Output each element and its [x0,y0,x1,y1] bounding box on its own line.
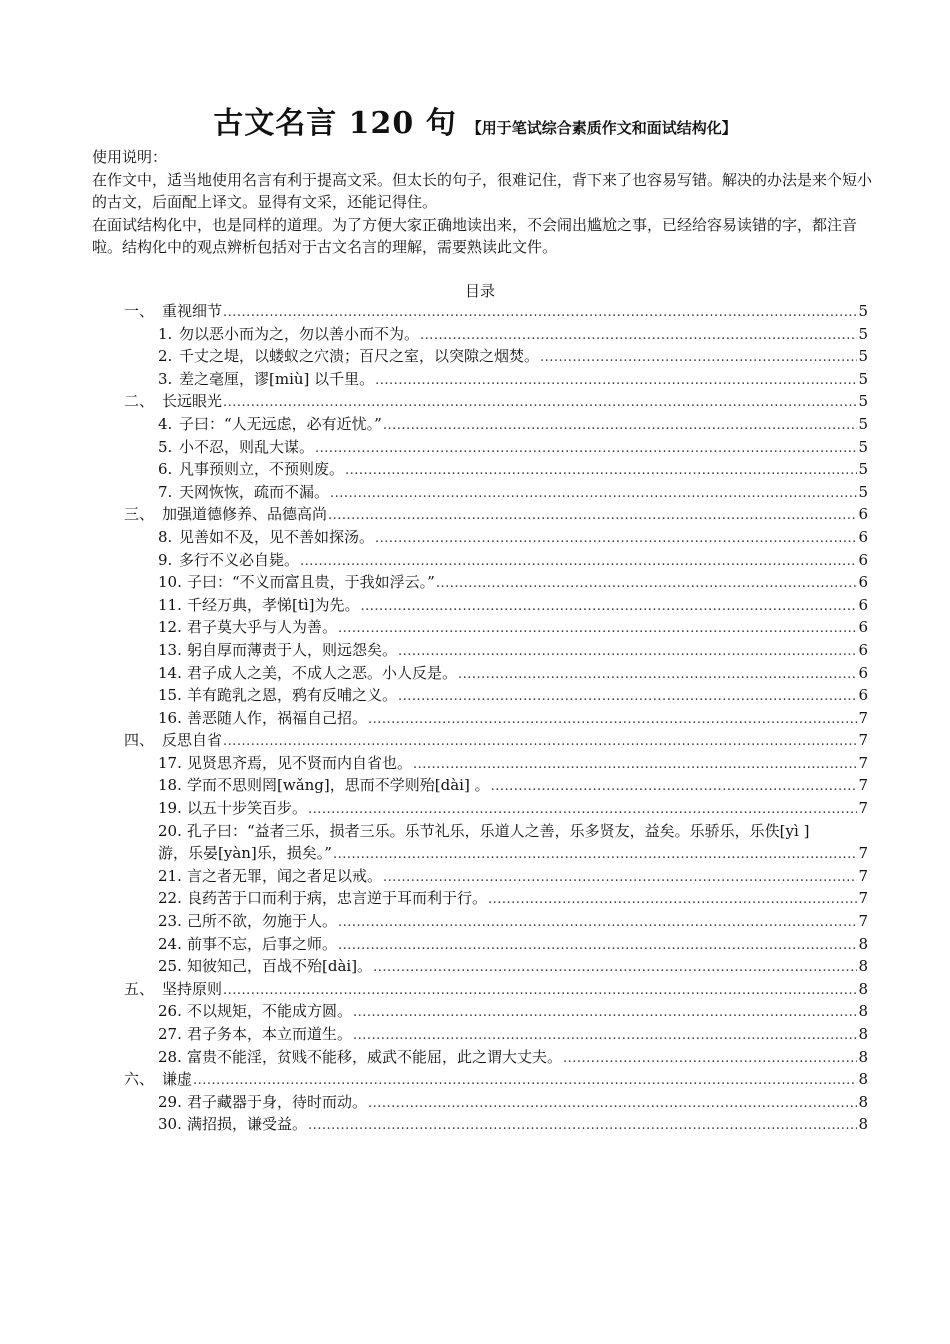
toc-item-number: 13. [158,640,182,659]
toc-entry-row [124,390,868,415]
toc-item[interactable] [0,1046,950,1069]
toc-page-number: 5 [858,460,868,479]
toc-page-number: 5 [858,302,868,320]
toc-item-text: 子曰：“人无远虑，必有近忧。” [179,414,382,433]
toc-entry-row [158,1000,868,1025]
toc-item-text: 言之者无罪，闻之者足以戒。 [187,866,383,885]
toc-item-number: 21. [158,866,182,885]
toc-item-text: 君子务本，本立而道生。 [187,1025,353,1043]
toc-entry-row [124,300,868,325]
toc-item[interactable] [0,1113,950,1136]
toc-dot-leader [488,889,857,912]
toc-page-number: 7 [858,866,868,885]
toc-page-number: 6 [858,595,868,614]
toc-section-number: 三、 [124,505,155,524]
toc-item-text: 千经万典，孝悌[tì]为先。 [187,595,360,614]
toc-entry-row [158,436,868,461]
toc-dot-leader [375,370,857,393]
toc-entry-row [124,503,868,528]
toc-item-text: 不以规矩，不能成方圆。 [187,1002,353,1021]
toc-page-number: 5 [858,482,868,501]
toc-item-text: 前事不忘，后事之师。 [187,934,338,953]
toc-dot-leader [330,483,857,506]
toc-item[interactable] [0,684,950,707]
toc-item-text: 子曰：“不义而富且贵，于我如浮云。” [187,573,435,592]
toc-entry-row [158,594,868,619]
toc-entry-row [158,842,868,867]
toc-page-number: 5 [858,392,868,411]
toc-dot-leader [353,1002,857,1025]
toc-entry-row [158,345,868,370]
toc-entry-row [158,684,868,709]
toc-page-number: 7 [858,844,868,863]
toc-section-number: 五、 [124,979,155,998]
toc-item-number: 22. [158,889,182,908]
toc-item-number: 29. [158,1092,182,1111]
toc-item-text: 知彼知己，百战不殆[dài]。 [187,957,373,976]
toc-item[interactable] [0,933,950,956]
toc-dot-leader [436,573,858,596]
toc-page-number: 8 [858,1070,868,1089]
table-of-contents [0,300,950,1136]
toc-item-text: 学而不思则罔[wǎng]，思而不学则殆[dài] 。 [187,776,490,795]
toc-item-text: 见善如不及，见不善如探汤。 [179,527,375,546]
toc-page-number: 7 [858,889,868,908]
toc-item-number: 27. [158,1025,182,1043]
toc-page-number: 6 [858,618,868,637]
toc-item-text: 以五十步笑百步。 [187,799,308,818]
toc-page-number: 7 [858,912,868,931]
toc-section-title: 长远眼光 [162,392,223,411]
toc-item-text: 君子莫大乎与人为善。 [187,618,338,637]
toc-page-number: 8 [858,979,868,998]
toc-item-number: 24. [158,934,182,953]
toc-dot-leader [540,347,857,370]
toc-page-number: 6 [858,686,868,705]
toc-section[interactable] [0,390,950,413]
toc-entry-row [158,549,868,574]
toc-section[interactable] [0,503,950,526]
toc-page-number: 6 [858,527,868,546]
toc-item[interactable] [0,887,950,910]
toc-item-number: 20. [158,821,182,840]
toc-item-number: 7. [158,482,173,501]
toc-entry-row [158,526,868,551]
toc-item[interactable] [0,639,950,662]
toc-entry-row [158,368,868,393]
toc-page-number: 7 [858,799,868,818]
toc-entry-row [124,729,868,754]
toc-page-number: 8 [858,957,868,976]
toc-item-number: 6. [158,460,173,479]
toc-page-number: 7 [858,731,868,750]
toc-page-number: 5 [858,414,868,433]
toc-item[interactable] [0,910,950,933]
toc-entry-row [158,413,868,438]
toc-page-number: 8 [858,1115,868,1134]
toc-dot-leader [563,1048,857,1071]
toc-dot-leader [223,980,857,1003]
toc-dot-leader [338,935,857,958]
toc-section-number: 二、 [124,392,155,411]
toc-item-number: 15. [158,686,182,705]
toc-item-text: 小不忍，则乱大谋。 [179,437,315,456]
toc-item[interactable] [0,1023,950,1046]
toc-dot-leader [491,776,858,799]
toc-section-number: 四、 [124,731,155,750]
toc-item-text: 见贤思齐焉，见不贤而内自省也。 [187,753,413,772]
toc-item[interactable] [0,820,950,865]
toc-page-number: 8 [858,1047,868,1066]
toc-item[interactable] [0,707,950,730]
toc-entry-row [158,887,868,912]
toc-item-text: 羊有跪乳之恩，鸦有反哺之义。 [187,686,398,705]
toc-entry-row [158,1091,868,1116]
toc-item[interactable] [0,616,950,639]
toc-item[interactable] [0,662,950,685]
usage-notes-heading: 使用说明： [92,148,168,166]
toc-item[interactable] [0,436,950,459]
toc-item-number: 28. [158,1047,182,1066]
toc-item[interactable] [0,481,950,504]
toc-entry-row [158,571,868,596]
toc-dot-leader [383,867,857,890]
toc-dot-leader [398,641,857,664]
toc-item[interactable] [0,774,950,797]
toc-item-number: 14. [158,663,182,682]
toc-item-text: 富贵不能淫，贫贱不能移，威武不能屈，此之谓大丈夫。 [187,1047,563,1066]
toc-entry-row [158,752,868,777]
toc-entry-row [158,639,868,664]
toc-item-text: 君子成人之美，不成人之恶。小人反是。 [187,663,458,682]
toc-page-number: 6 [858,505,868,524]
toc-page-number: 5 [858,347,868,366]
toc-item[interactable] [0,1000,950,1023]
toc-dot-leader [375,528,857,551]
toc-section-title: 加强道德修养、品德高尚 [162,505,328,524]
toc-item[interactable] [0,413,950,436]
toc-entry-row [158,797,868,822]
toc-dot-leader [368,709,857,732]
toc-dot-leader [345,460,857,483]
toc-item[interactable] [0,549,950,572]
toc-item[interactable] [0,955,950,978]
toc-item[interactable] [0,526,950,549]
toc-item-number: 26. [158,1002,182,1021]
toc-item[interactable] [0,345,950,368]
toc-dot-leader [373,957,857,980]
toc-dot-leader [420,325,857,348]
toc-item-text: 千丈之堤，以蝼蚁之穴溃；百尺之室，以突隙之烟焚。 [179,347,540,366]
toc-item-text: 勿以恶小而为之，勿以善小而不为。 [179,324,420,343]
toc-item-number: 11. [158,595,182,614]
toc-item[interactable] [0,594,950,617]
toc-dot-leader [398,686,857,709]
usage-notes-paragraph: 在作文中，适当地使用名言有利于提高文采。但太长的句子，很难记住，背下来了也容易写错。解决的办法是来个短小的古文，后面配上译文。显得有文采，还能记得住。 [92,170,873,211]
toc-entry-row [158,955,868,980]
toc-page-number: 5 [858,437,868,456]
toc-entry-row [158,910,868,935]
toc-item-number: 23. [158,912,182,931]
toc-dot-leader [308,799,857,822]
toc-item-number: 1. [158,324,173,343]
toc-entry-row [124,978,868,1003]
toc-entry-row [158,323,868,348]
toc-item-first-line [158,820,809,843]
toc-dot-leader [353,1025,857,1048]
toc-item-text: 孔子曰：“益者三乐，损者三乐。乐节礼乐，乐道人之善，乐多贤友，益矣。乐骄乐，乐佚[yì ] [187,821,810,840]
document-title: 古文名言 120 句 [213,106,457,141]
toc-item-number: 8. [158,527,173,546]
toc-dot-leader [328,505,857,528]
toc-entry-row [158,662,868,687]
toc-entry-row [158,1046,868,1071]
toc-dot-leader [361,596,858,619]
toc-item-text: 多行不义必自毙。 [179,550,300,569]
toc-item-number: 4. [158,414,173,433]
toc-dot-leader [458,664,857,687]
toc-entry-row [158,481,868,506]
toc-page-number: 7 [858,753,868,772]
toc-dot-leader [338,912,857,935]
toc-item[interactable] [0,458,950,481]
toc-dot-leader [368,1093,857,1116]
toc-section-title: 坚持原则 [162,979,223,998]
toc-item[interactable] [0,865,950,888]
toc-entry-row [124,1068,868,1093]
toc-item-text: 躬自厚而薄责于人，则远怨矣。 [187,640,398,659]
toc-heading: 目录 [464,282,495,300]
toc-dot-leader [223,392,857,415]
toc-dot-leader [223,302,857,325]
toc-dot-leader [193,1070,857,1093]
toc-entry-row [158,774,868,799]
toc-page-number: 8 [858,1002,868,1021]
toc-item-number: 12. [158,618,182,637]
toc-item-number: 25. [158,957,182,976]
toc-dot-leader [308,1115,857,1138]
toc-item-text: 游，乐晏[yàn]乐，损矣。” [158,844,332,863]
toc-item[interactable] [0,1091,950,1114]
toc-item-text: 满招损，谦受益。 [187,1115,308,1134]
toc-page-number: 8 [858,934,868,953]
toc-item[interactable] [0,323,950,346]
toc-section-title: 重视细节 [162,302,223,320]
toc-page-number: 5 [858,369,868,388]
toc-page-number: 7 [858,708,868,727]
toc-page-number: 8 [858,1025,868,1043]
toc-item-number: 10. [158,573,182,592]
toc-item-number: 17. [158,753,182,772]
toc-entry-row [158,1113,868,1138]
toc-item-text: 差之毫厘，谬[miù] 以千里。 [179,369,375,388]
usage-notes [92,146,872,259]
toc-section-title: 反思自省 [162,731,223,750]
toc-page-number: 8 [858,1092,868,1111]
toc-page-number: 5 [858,324,868,343]
toc-entry-row [158,616,868,641]
toc-item-number: 5. [158,437,173,456]
toc-item-number: 3. [158,369,173,388]
title-row [0,98,950,142]
toc-page-number: 6 [858,573,868,592]
toc-page-number: 6 [858,550,868,569]
toc-item[interactable] [0,797,950,820]
toc-page-number: 6 [858,663,868,682]
toc-section[interactable] [0,978,950,1001]
toc-section[interactable] [0,1068,950,1091]
toc-entry-row [158,458,868,483]
toc-page-number: 7 [858,776,868,795]
toc-item[interactable] [0,368,950,391]
toc-entry-row [158,707,868,732]
toc-page-number: 6 [858,640,868,659]
toc-item[interactable] [0,752,950,775]
usage-notes-paragraph: 在面试结构化中，也是同样的道理。为了方便大家正确地读出来，不会闹出尴尬之事，已经给容易读错的字，都注音啦。结构化中的观点辨析包括对于古文名言的理解，需要熟读此文件。 [92,215,858,256]
toc-section[interactable] [0,729,950,752]
toc-dot-leader [300,551,857,574]
toc-item-text: 善恶随人作，祸福自己招。 [187,708,368,727]
toc-dot-leader [333,844,858,867]
toc-item-number: 16. [158,708,182,727]
document-subtitle: 【用于笔试综合素质作文和面试结构化】 [466,119,737,137]
toc-entry-row [158,865,868,890]
toc-item-number: 2. [158,347,173,366]
toc-item-number: 19. [158,799,182,818]
toc-item-number: 9. [158,550,173,569]
toc-section-number: 一、 [124,302,155,320]
toc-item-text: 良药苦于口而利于病，忠言逆于耳而利于行。 [187,889,488,908]
toc-item-text: 君子藏器于身，待时而动。 [187,1092,368,1111]
toc-section-number: 六、 [124,1070,155,1089]
toc-dot-leader [338,618,857,641]
toc-dot-leader [383,415,858,438]
toc-item-text: 凡事预则立，不预则废。 [179,460,345,479]
toc-dot-leader [223,731,857,754]
toc-item-text: 己所不欲，勿施于人。 [187,912,338,931]
toc-entry-row [158,1023,868,1048]
toc-dot-leader [413,754,857,777]
toc-entry-row [158,933,868,958]
toc-dot-leader [315,438,857,461]
toc-item-number: 18. [158,776,182,795]
toc-item-number: 30. [158,1115,182,1134]
toc-item-text: 天网恢恢，疏而不漏。 [179,482,330,501]
toc-item[interactable] [0,571,950,594]
toc-section-title: 谦虚 [162,1070,193,1089]
toc-section[interactable] [0,300,950,323]
